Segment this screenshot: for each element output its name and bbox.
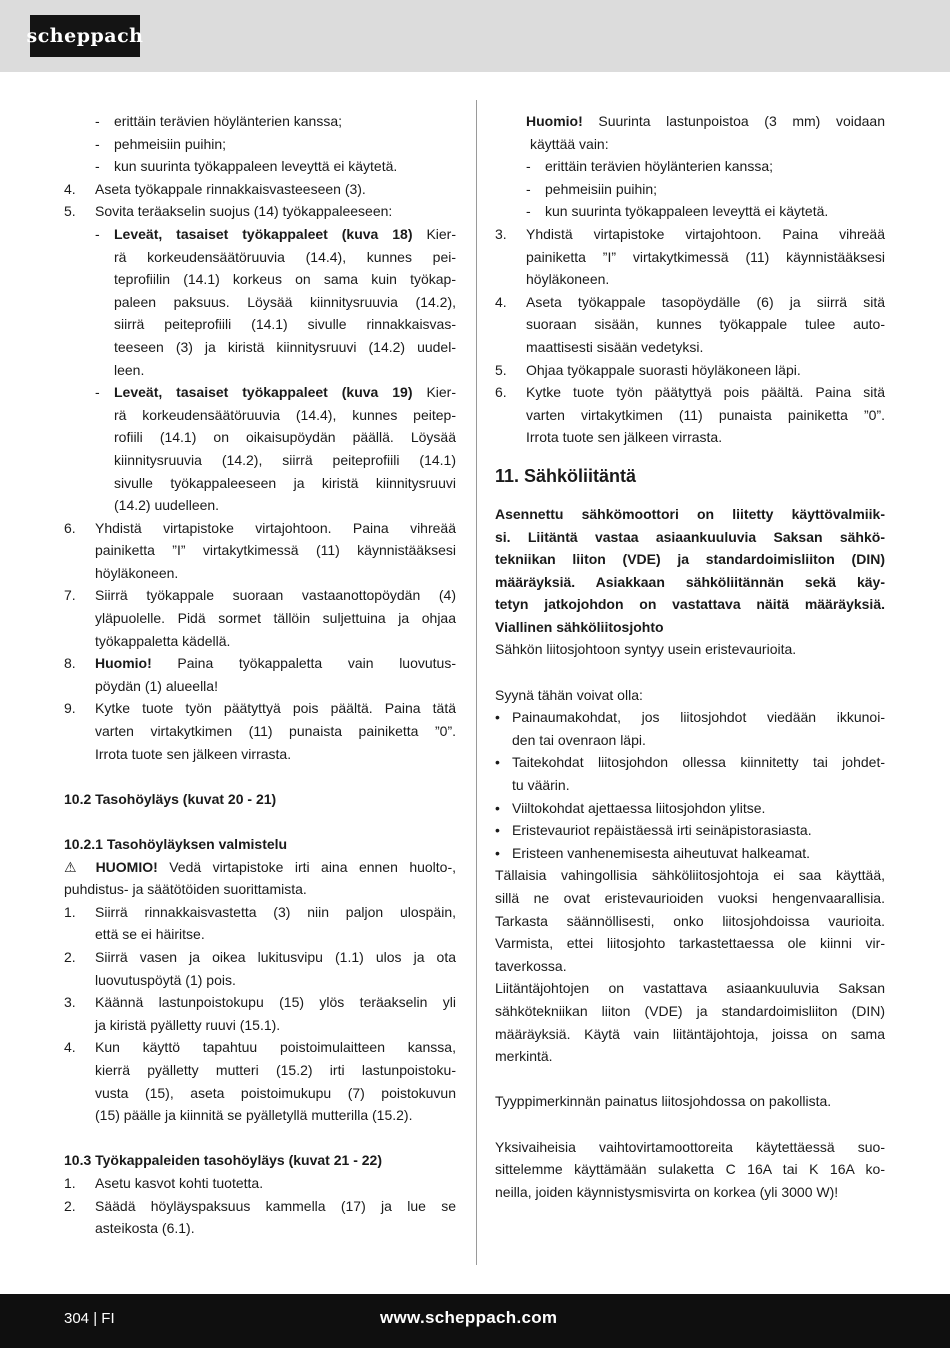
bullet-icon: • [495,799,500,816]
connection-bold-paragraph: Asennettu sähkömoottori on liitetty käyttövalmiik- si. Liitäntä vastaa asiaankuuluvia Saksan sähkö- tekniikan liiton (VDE) ja standardoimisliiton (DIN) määräyksiä. Asiakkaan sähköliitännän sekä käy- tetyn jatkojohdon on vastattava näitä määräyksiä. Viallinen sähköliitosjohto [495,503,885,639]
section-heading-10-2-1: 10.2.1 Tasohöyläyksen valmistelu [64,836,288,852]
list-item: - erittäin terävien höylänterien kanssa; [526,158,774,175]
list-item: 2. Säädä höyläyspaksuus kammella (17) ja lue se asteikosta (6.1). [64,1197,456,1237]
bullet-icon: • [495,822,500,839]
list-item: - pehmeisiin puihin; [95,135,227,152]
section-heading-10-2: 10.2 Tasohöyläys (kuvat 20 - 21) [64,790,277,807]
note-block: Huomio! Suurinta lastunpoistoa (3 mm) voidaan käyttää vain: - erittäin terävien höylänterien kanssa; - pehmeisiin puihin; - kun suurinta työkappaleen leveyttä ei käytetä. [495,110,885,223]
list-item: - erittäin terävien höylänterien kanssa; [95,113,343,129]
paragraph: Yksivaiheisia vaihtovirtamoottoreita käytettäessä suo- sittelemme käyttämään sulaketta C 16A tai K 16A ko- neilla, joiden käynnistysmisvirta on korkea (yli 3000 W)! [495,1138,885,1200]
list-item: • Eristevauriot repäistäessä irti seinäpistorasiasta. [495,819,885,842]
website-url: www.scheppach.com [380,1308,558,1327]
dash-list-top [64,110,456,178]
section-heading-11: 11. Sähköliitäntä [495,465,637,486]
bullet-icon: • [495,709,500,726]
list-item: 6. Kytke tuote työn päätyttyä pois päältä. Paina sitä varten virtakytkimen (11) punaista painiketta ”0”. Irrota tuote sen jälkeen virrasta. [495,384,885,446]
list-item: • Eristeen vanhenemisesta aiheutuvat halkeamat. [495,842,885,865]
cause-list [495,706,885,864]
list-item: 6. Yhdistä virtapistoke virtajohtoon. Paina vihreää painiketta ”I” virtakytkimessä (11) käynnistääksesi höyläkoneen. [64,519,456,581]
list-item: 3. Käännä lastunpoistokupu (15) ylös teräakselin yli ja kiristä pyälletty ruuvi (15.1). [64,994,456,1033]
list-item: • Painaumakohdat, jos liitosjohdot viedään ikkunoi- den tai ovenraon läpi. [495,706,885,751]
section-heading-10-3: 10.3 Työkappaleiden tasohöyläys (kuvat 21 - 22) [64,1152,382,1169]
list-item: 4. Aseta työkappale rinnakkaisvasteeseen (3). [64,180,366,197]
list-item: 1. Asetu kasvot kohti tuotetta. [64,1174,264,1191]
list-item: - kun suurinta työkappaleen leveyttä ei käytetä. [526,203,829,220]
paragraph: Liitäntäjohtojen on vastattava asiaankuuluvia Saksan sähkötekniikan liiton (VDE) ja standardoimisliiton (DIN) määräyksiä. Käytä vain liitäntäjohtoja, joissa on sama merkintä. [495,980,885,1065]
footer-bar [0,1294,950,1348]
sub-list-item-18: - Leveät, tasaiset työkappaleet (kuva 18) Kier- rä korkeudensäätöruuvia (14.4), kunnes pei- teprofiilin (14.1) korkeus on sama kuin työkap- paleen paksuus. Löysää kiinnitysruuvia (14.2), siirrä peiteprofiili (14.1) sivulle rinnakkaisvas- teeseen (3) ja kiristä kiinnitysruuvi (14.2) uudel- leen. [95,225,457,378]
paragraph: Tällaisia vahingollisia sähköliitosjohtoja ei saa käyttää, sillä ne ovat eristevaurioiden vuoksi hengenvaarallisia. Tarkasta säännöllisesti, onko liitosjohdoissa vaurioita. Varmista, ettei liitosjohto tarkastettaessa ole kiinni vir- taverkossa. [495,867,885,974]
list-item: - kun suurinta työkappaleen leveyttä ei käytetä. [95,158,398,175]
list-item: 1. Siirrä rinnakkaisvastetta (3) niin paljon ulospäin, että se ei häiritse. [64,903,456,943]
list-item: 3. Yhdistä virtapistoke virtajohtoon. Paina vihreää painiketta ”I” virtakytkimessä (11) käynnistääksesi höyläkoneen. [495,225,885,288]
brand-logo: scheppach [30,15,140,57]
list-item: 5. Sovita teräakselin suojus (14) työkappaleeseen: [64,203,393,220]
paragraph: Tyyppimerkinnän painatus liitosjohdossa on pakollista. [495,1093,832,1110]
sub-list-item-19: - Leveät, tasaiset työkappaleet (kuva 19) Kier- rä korkeudensäätöruuvia (14.4), kunnes peitep- rofiili (14.1) on oikaisupöydän päällä. Löysää kiinnitysruuvia (14.2), siirrä peiteprofiili (14.1) sivulle työkappaleeseen ja kiristä kiinnitysruuvi (14.2) uudelleen. [95,384,457,514]
bullet-icon: • [495,844,500,861]
column-divider [476,100,477,1265]
left-column: - erittäin terävien höylänterien kanssa; - pehmeisiin puihin; - kun suurinta työkappaleen leveyttä ei käytetä. 4. Aseta työkappale rinnakkaisvasteeseen (3). 5. Sovita teräakselin suojus (14) työkappaleeseen: - Leveät, tasaiset työkappaleet (kuva 18) Kier- rä korkeudensäätöruuvia (14.4), kunnes pei- teprofiilin (14.1) korkeus on sama kuin työkap- paleen paksuus. Löysää kiinnitysruuvia (14.2), siirrä peiteprofiili (14.1) sivulle rinnakkaisvas- teeseen (3) ja kiristä kiinnitysruuvi (14.2) uudel- leen. - Leveät, tasaiset työkappaleet (kuva 19) Kier- rä korkeudensäätöruuvia (14.4), kunnes peitep- rofiili (14.1) on oikaisupöydän päällä. Löysää kiinnitysruuvia (14.2), siirrä peiteprofiili (14.1) sivulle työkappaleeseen ja kiristä kiinnitysruuvi (14.2) uudelleen. 6. Yhdistä virtapistoke virtajohtoon. Paina vihreää painiketta ”I” virtakytkimessä (11) käynnistääksesi höyläkoneen. 7. Siirrä työkappale suoraan vastaanottopöydän (4) yläpuolelle. Pidä sormet tällöin suljettuina ja ohjaa työkappaletta kädellä. 8. Huomio! Paina työkappaletta vain luovutus- pöydän (1) alueella! 9. Kytke tuote työn päätyttyä pois päältä. Paina tätä varten virtakytkimen (11) punaista painiketta ”0”. Irrota tuote sen jälkeen virrasta. 10.2 Tasohöyläys (kuvat 20 - 21) 10.2.1 Tasohöyläyksen valmistelu ⚠ HUOMIO! Vedä virtapistoke irti aina ennen huolto-, puhdistus- ja säätötöiden suorittamista. 1. Siirrä rinnakkaisvastetta (3) niin paljon ulospäin, että se ei häiritse. 2. Siirrä vasen ja oikea lukitusvipu (1.1) ulos ja ota luovutuspöytä (1) pois. 3. Käännä lastunpoistokupu (15) ylös teräakselin yli ja kiristä pyälletty ruuvi (15.1). 4. Kun käyttö tapahtuu poistoimulaitteen kanssa, kierrä pyälletty mutteri (15.2) irti lastunpoistoku- vusta (15), aseta poistoimukupu (7) poistokuvun (15) päälle ja kiinnitä se pyälletyllä mutterilla (15.2). 10.3 Työkappaleiden tasohöyläys (kuvat 21 - 22) 1. Asetu kasvot kohti tuotetta. 2. Säädä höyläyspaksuus kammella (17) ja lue se asteikosta (6.1). [64,110,456,1240]
top-bar [0,0,950,72]
list-item: • Taitekohdat liitosjohdon ollessa kiinnitetty tai johdet- tu väärin. [495,751,885,796]
list-item: 7. Siirrä työkappale suoraan vastaanottopöydän (4) yläpuolelle. Pidä sormet tällöin suljettuina ja ohjaa työkappaletta kädellä. [64,587,456,649]
damaged-cable-heading: Viallinen sähköliitosjohto [495,618,664,635]
warning-icon: ⚠ [64,858,85,875]
right-column: Huomio! Suurinta lastunpoistoa (3 mm) voidaan käyttää vain: - erittäin terävien höylänterien kanssa; - pehmeisiin puihin; - kun suurinta työkappaleen leveyttä ei käytetä. 3. Yhdistä virtapistoke virtajohtoon. Paina vihreää painiketta ”I” virtakytkimessä (11) käynnistääksesi höyläkoneen. 4. Aseta työkappale tasopöydälle (6) ja siirrä sitä suoraan sisään, kunnes työkappale tulee auto- maattisesti sisään vedetyksi. 5. Ohjaa työkappale suorasti höyläkoneen läpi. 6. Kytke tuote työn päätyttyä pois päältä. Paina sitä varten virtakytkimen (11) punaista painiketta ”0”. Irrota tuote sen jälkeen virrasta. 11. Sähköliitäntä Asennettu sähkömoottori on liitetty käyttövalmiik- si. Liitäntä vastaa asiaankuuluvia Saksan sähkö- tekniikan liiton (VDE) ja standardoimisliiton (DIN) määräyksiä. Asiakkaan sähköliitännän sekä käy- tetyn jatkojohdon on vastattava näitä määräyksiä. Viallinen sähköliitosjohto Sähkön liitosjohtoon syntyy usein eristevaurioita. Syynä tähän voivat olla: • Painaumakohdat, jos liitosjohdot viedään ikkunoi- den tai ovenraon läpi. • Taitekohdat liitosjohdon ollessa kiinnitetty tai johdet- tu väärin. • Viiltokohdat ajettaessa liitosjohdon ylitse. • Eristevauriot repäistäessä irti seinäpistorasiasta. • Eristeen vanhenemisesta aiheutuvat halkeamat. Tällaisia vahingollisia sähköliitosjohtoja ei saa käyttää, sillä ne ovat eristevaurioiden vuoksi hengenvaarallisia. Tarkasta säännöllisesti, onko liitosjohdoissa vaurioita. Varmista, ettei liitosjohto tarkastettaessa ole kiinni vir- taverkossa. Liitäntäjohtojen on vastattava asiaankuuluvia Saksan sähkötekniikan liiton (VDE) ja standardoimisliiton (DIN) määräyksiä. Käytä vain liitäntäjohtoja, joissa on sama merkintä. Tyyppimerkinnän painatus liitosjohdossa on pakollista. Yksivaiheisia vaihtovirtamoottoreita käytettäessä suo- sittelemme käyttämään sulaketta C 16A tai K 16A ko- neilla, joiden käynnistysmisvirta on korkea (yli 3000 W)! [495,110,885,1203]
list-item: - pehmeisiin puihin; [526,180,658,197]
list-item: 5. Ohjaa työkappale suorasti höyläkoneen läpi. [495,361,801,378]
list-item: 8. Huomio! Paina työkappaletta vain luovutus- pöydän (1) alueella! [64,655,456,694]
list-item: • Viiltokohdat ajettaessa liitosjohdon ylitse. [495,797,885,820]
list-item: 9. Kytke tuote työn päätyttyä pois päältä. Paina tätä varten virtakytkimen (11) punaista painiketta ”0”. Irrota tuote sen jälkeen virrasta. [64,700,456,762]
list-item: 4. Aseta työkappale tasopöydälle (6) ja siirrä sitä suoraan sisään, kunnes työkappale tulee auto- maattisesti sisään vedetyksi. [495,293,885,355]
page-number: 304 | FI [64,1310,115,1327]
list-item: 4. Kun käyttö tapahtuu poistoimulaitteen kanssa, kierrä pyälletty mutteri (15.2) irti lastunpoistoku- vusta (15), aseta poistoimukupu (7) poistokuvun (15) päälle ja kiinnitä se pyälletyllä mutterilla (15.2). [64,1039,456,1124]
list-item: 2. Siirrä vasen ja oikea lukitusvipu (1.1) ulos ja ota luovutuspöytä (1) pois. [64,948,456,988]
bullet-icon: • [495,754,500,771]
warning-line: ⚠ HUOMIO! Vedä virtapistoke irti aina ennen huolto-, [64,858,457,875]
